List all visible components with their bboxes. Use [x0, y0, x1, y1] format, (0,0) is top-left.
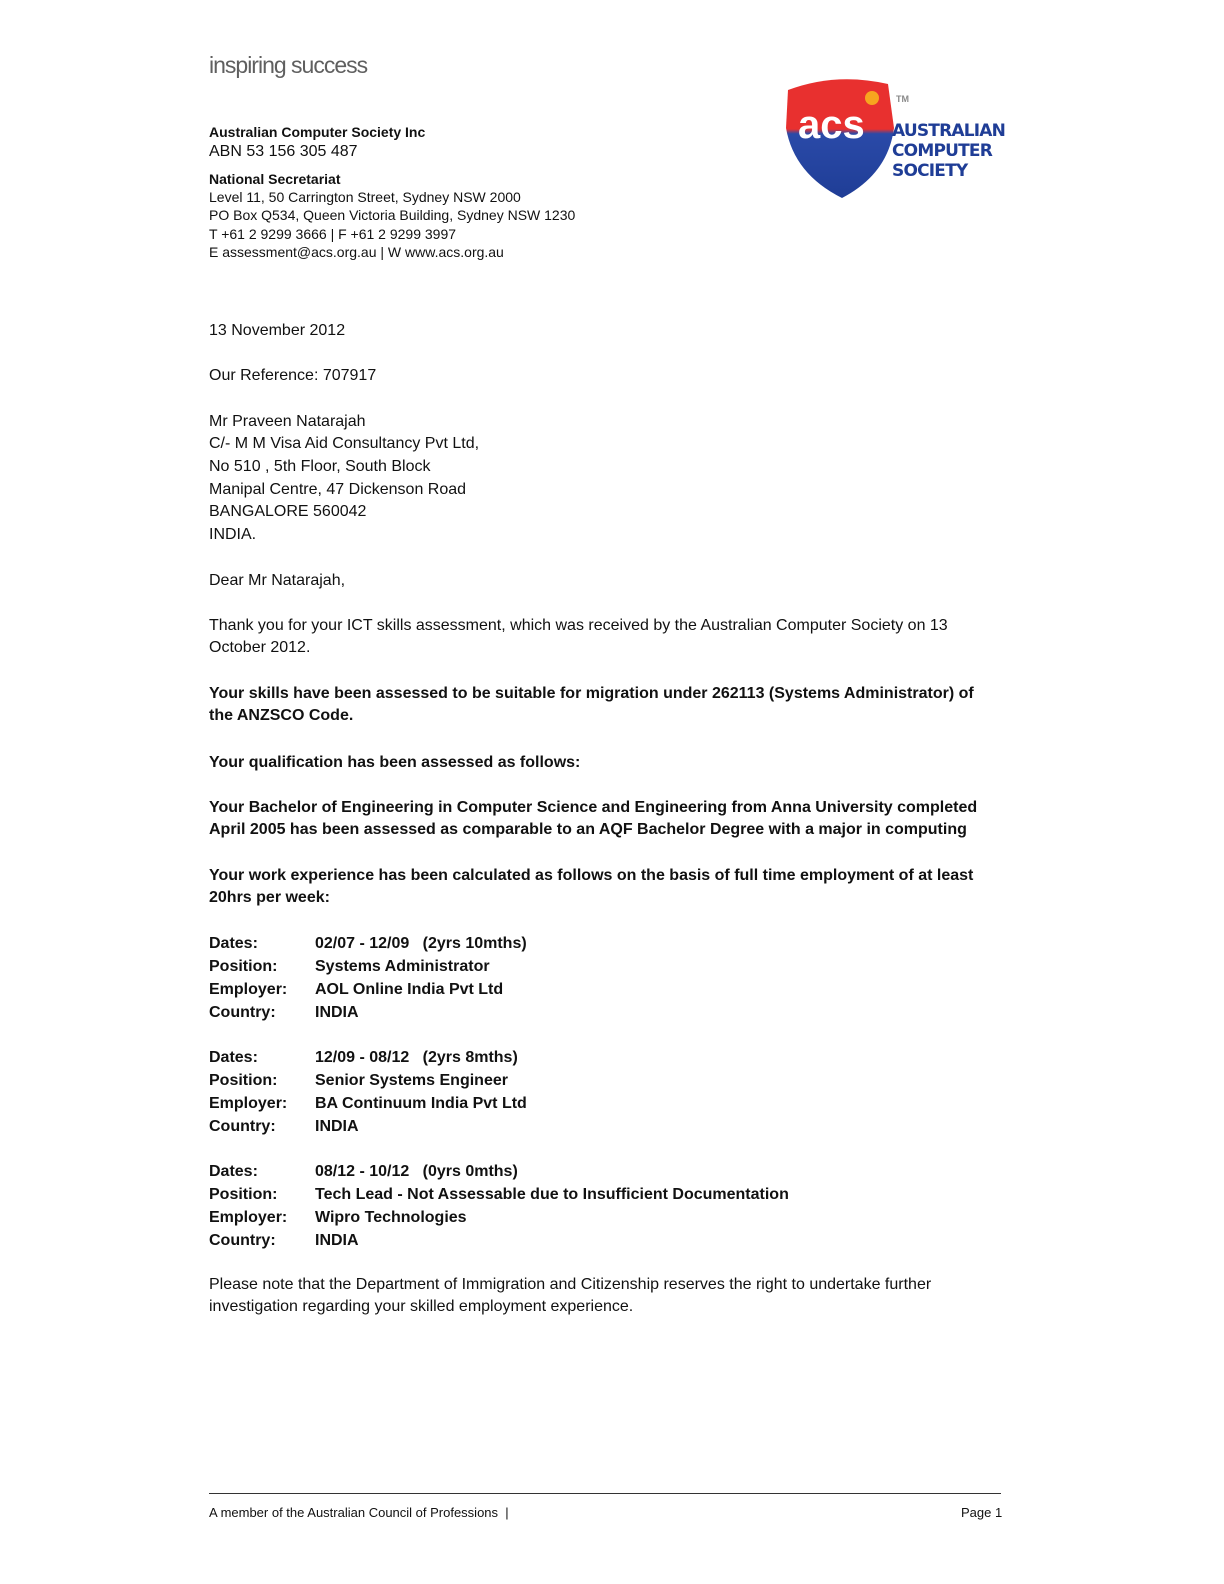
- skills-result: Your skills have been assessed to be suitable for migration under 262113 (Systems Administrator) of the ANZSCO Code.: [209, 685, 974, 724]
- job-position: Systems Administrator: [315, 958, 490, 975]
- trademark: TM: [896, 94, 909, 104]
- job-dates-label: Dates:: [209, 935, 258, 952]
- job-country: INDIA: [315, 1232, 359, 1249]
- recipient-address-line: BANGALORE 560042: [209, 503, 367, 520]
- address-line: Level 11, 50 Carrington Street, Sydney NSW 2000: [209, 189, 521, 205]
- job-dates-label: Dates:: [209, 1049, 258, 1066]
- acs-mark: acs: [798, 103, 865, 147]
- job-position: Tech Lead - Not Assessable due to Insufficient Documentation: [315, 1186, 789, 1203]
- job-employer: AOL Online India Pvt Ltd: [315, 981, 504, 998]
- job-country: INDIA: [315, 1118, 359, 1135]
- secretariat-title: National Secretariat: [209, 171, 341, 187]
- footer-membership: A member of the Australian Council of Professions |: [209, 1505, 509, 1520]
- logo-name-line: SOCIETY: [892, 161, 968, 181]
- salutation: Dear Mr Natarajah,: [209, 572, 346, 589]
- qualification-detail: Your Bachelor of Engineering in Computer Science and Engineering from Anna University completed April 2005 has been assessed as comparable to an AQF Bachelor Degree with a major in computing: [209, 799, 978, 838]
- job-position-label: Position:: [209, 958, 278, 975]
- footer-divider: [209, 1493, 1001, 1494]
- job-dates: 08/12 - 10/12 (0yrs 0mths): [315, 1163, 518, 1180]
- job-employer-label: Employer:: [209, 981, 288, 998]
- job-country: INDIA: [315, 1004, 359, 1021]
- job-country-label: Country:: [209, 1004, 276, 1021]
- logo-name-line: COMPUTER: [892, 141, 993, 161]
- job-employer: BA Continuum India Pvt Ltd: [315, 1095, 527, 1112]
- letter-date: 13 November 2012: [209, 322, 346, 339]
- recipient-address-line: No 510 , 5th Floor, South Block: [209, 458, 431, 475]
- job-dates: 02/07 - 12/09 (2yrs 10mths): [315, 935, 527, 952]
- recipient-address-line: C/- M M Visa Aid Consultancy Pvt Ltd,: [209, 435, 480, 452]
- experience-heading: Your work experience has been calculated as follows on the basis of full time employment of at least 20hrs per week:: [209, 867, 974, 906]
- tagline: inspiring success: [209, 52, 368, 78]
- qualification-heading: Your qualification has been assessed as follows:: [209, 754, 581, 771]
- contact-email-line: E assessment@acs.org.au | W www.acs.org.au: [209, 244, 504, 260]
- recipient-address-line: Manipal Centre, 47 Dickenson Road: [209, 481, 467, 498]
- recipient-country: INDIA.: [209, 526, 257, 543]
- job-position-label: Position:: [209, 1072, 278, 1089]
- closing-note: Please note that the Department of Immigration and Citizenship reserves the right to undertake further investigation regarding your skilled employment experience.: [209, 1276, 932, 1315]
- reference-number: Our Reference: 707917: [209, 367, 377, 384]
- page-number: Page 1: [961, 1505, 1003, 1520]
- recipient-name: Mr Praveen Natarajah: [209, 413, 366, 430]
- job-employer-label: Employer:: [209, 1209, 288, 1226]
- organisation-name: Australian Computer Society Inc: [209, 124, 426, 140]
- intro-paragraph: Thank you for your ICT skills assessment, which was received by the Australian Computer Society on 13 October 2012.: [209, 617, 948, 656]
- logo-name-line: AUSTRALIAN: [892, 121, 1006, 141]
- sun-icon: [865, 91, 879, 105]
- job-country-label: Country:: [209, 1232, 276, 1249]
- job-dates-label: Dates:: [209, 1163, 258, 1180]
- acs-logo: [780, 76, 1012, 202]
- job-dates: 12/09 - 08/12 (2yrs 8mths): [315, 1049, 518, 1066]
- job-position-label: Position:: [209, 1186, 278, 1203]
- job-employer-label: Employer:: [209, 1095, 288, 1112]
- contact-phone-line: T +61 2 9299 3666 | F +61 2 9299 3997: [209, 226, 457, 242]
- abn: ABN 53 156 305 487: [209, 143, 358, 160]
- job-employer: Wipro Technologies: [315, 1209, 467, 1226]
- job-position: Senior Systems Engineer: [315, 1072, 508, 1089]
- address-line: PO Box Q534, Queen Victoria Building, Sydney NSW 1230: [209, 207, 576, 223]
- job-country-label: Country:: [209, 1118, 276, 1135]
